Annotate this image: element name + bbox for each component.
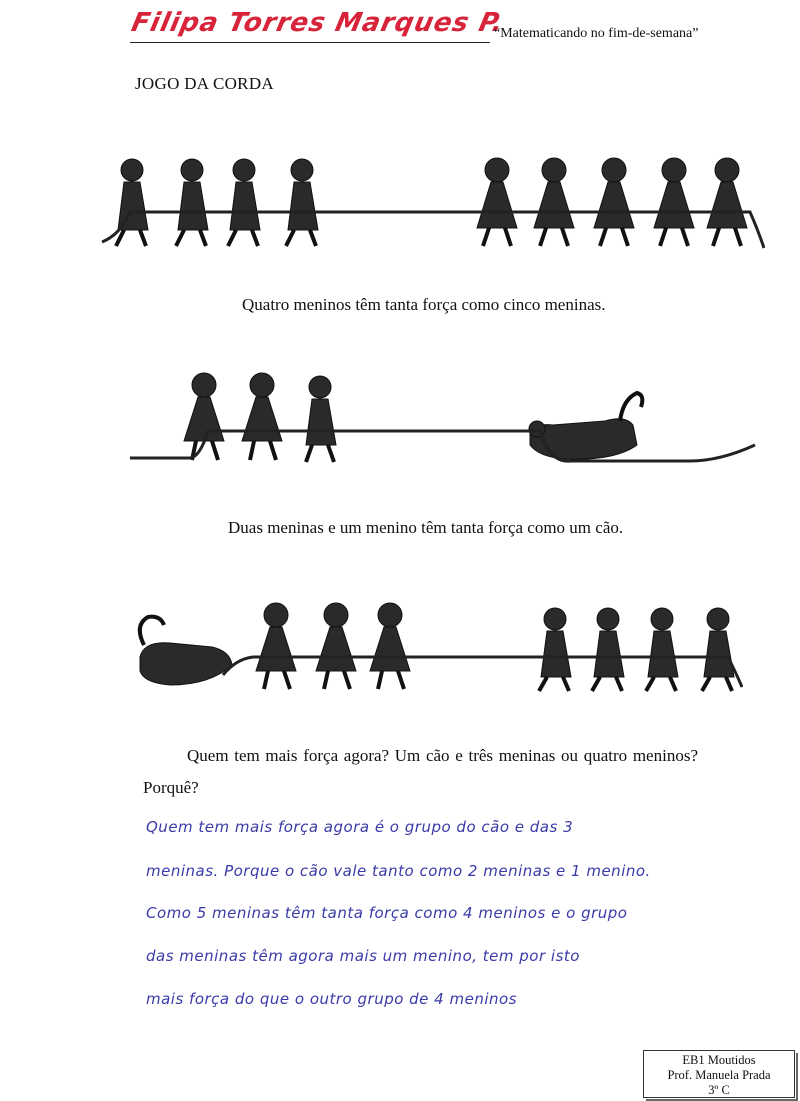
footer-box bbox=[643, 1050, 795, 1098]
girl-figure bbox=[477, 158, 517, 246]
girl-figure bbox=[534, 158, 574, 246]
boy-figure bbox=[646, 608, 678, 691]
caption-scene-2: Duas meninas e um menino têm tanta força como um cão. bbox=[228, 518, 624, 537]
handwritten-answer-line: meninas. Porque o cão vale tanto como 2 meninas e 1 menino. bbox=[146, 862, 651, 880]
handwritten-answer-line: Quem tem mais força agora é o grupo do cão e das 3 bbox=[146, 818, 574, 836]
boy-figure bbox=[539, 608, 571, 691]
teacher-name: Prof. Manuela Prada bbox=[667, 1068, 771, 1082]
question-text: Quem tem mais força agora? Um cão e três meninas ou quatro meninos? Porquê? bbox=[143, 746, 698, 797]
rope bbox=[130, 431, 755, 461]
girl-figure bbox=[316, 603, 356, 689]
dog-figure bbox=[529, 393, 642, 459]
name-underline bbox=[130, 42, 490, 43]
girl-figure bbox=[242, 373, 282, 460]
dog-figure bbox=[140, 617, 232, 685]
school-name: EB1 Moutidos bbox=[682, 1053, 756, 1067]
worksheet-subtitle: “Matematicando no fim-de-semana” bbox=[494, 26, 699, 41]
boy-figure bbox=[306, 376, 336, 462]
tug-of-war-scene-1 bbox=[100, 150, 765, 255]
page-title: JOGO DA CORDA bbox=[135, 74, 274, 93]
boy-figure bbox=[116, 159, 148, 246]
student-name: Filipa Torres Marques P. bbox=[128, 8, 507, 38]
boy-figure bbox=[176, 159, 208, 246]
boy-figure bbox=[592, 608, 624, 691]
girl-figure bbox=[594, 158, 634, 246]
girl-figure bbox=[184, 373, 224, 460]
boy-figure bbox=[702, 608, 734, 691]
class-name: 3º C bbox=[708, 1083, 730, 1097]
boy-figure bbox=[228, 159, 260, 246]
girl-figure bbox=[370, 603, 410, 689]
tug-of-war-scene-2 bbox=[130, 365, 760, 470]
tug-of-war-scene-3 bbox=[128, 595, 743, 695]
handwritten-answer-line: das meninas têm agora mais um menino, tem por isto bbox=[146, 947, 580, 965]
girl-figure bbox=[256, 603, 296, 689]
handwritten-answer-line: Como 5 meninas têm tanta força como 4 meninos e o grupo bbox=[146, 904, 628, 922]
girl-figure bbox=[654, 158, 694, 246]
girl-figure bbox=[707, 158, 747, 246]
boy-figure bbox=[286, 159, 318, 246]
handwritten-answer-line: mais força do que o outro grupo de 4 meninos bbox=[146, 990, 518, 1008]
caption-scene-1: Quatro meninos têm tanta força como cinco meninas. bbox=[242, 295, 606, 314]
